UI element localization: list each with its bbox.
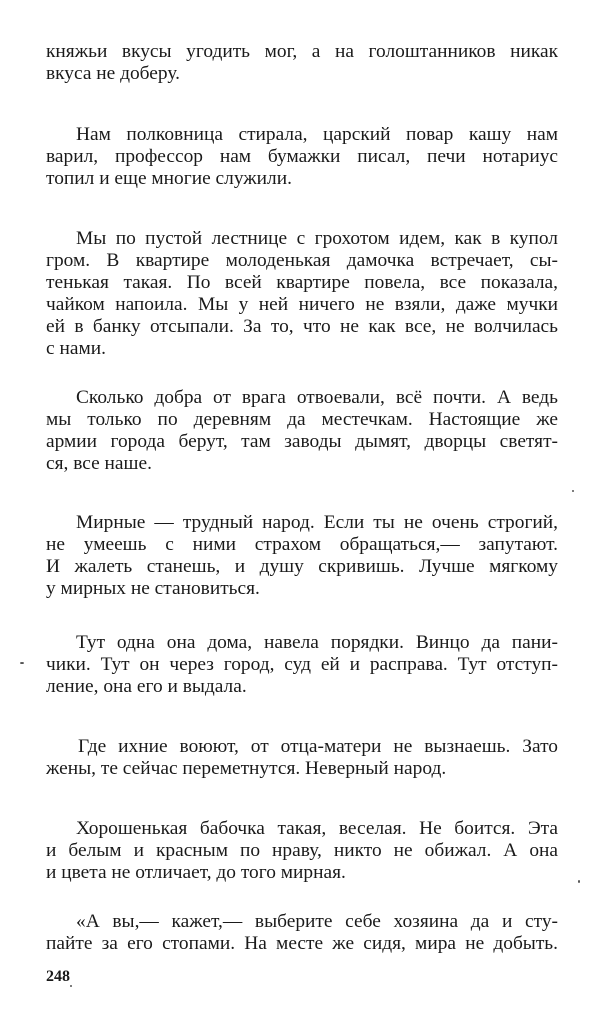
scan-speck [20,662,24,664]
paragraph-9 [76,911,558,933]
paragraph-1 [46,41,558,85]
scan-speck [70,985,72,987]
paragraph-9-cont [46,933,558,955]
text-line: армии города берут, там заводы дымят, дворцы светят- [46,431,558,452]
paragraph-5-cont [46,534,558,600]
text-line: княжьи вкусы угодить мог, а на голоштанников никак [46,41,558,62]
paragraph-2 [76,124,558,146]
paragraph-3 [76,228,558,250]
paragraph-6 [76,632,558,654]
text-line: и цвета не отличает, до того мирная. [46,862,346,883]
text-line: чики. Тут он через город, суд ей и расправа. Тут отступ- [46,654,558,675]
text-line: и белым и красным по нраву, никто не обижал. А она [46,840,558,861]
text-line: гром. В квартире молоденькая дамочка встречает, сы- [46,250,558,271]
text-line: тенькая такая. По всей квартире повела, все показала, [46,272,558,293]
paragraph-7-cont [46,758,558,780]
paragraph-8 [76,818,558,840]
scan-speck [578,880,580,883]
text-line: вкуса не доберу. [46,63,180,84]
scan-speck [572,490,574,492]
text-line: ся, все наше. [46,453,152,474]
text-line: Где ихние воюют, от отца-матери не вызнаешь. Зато [78,736,558,757]
text-line: И жалеть станешь, и душу скривишь. Лучше мягкому [46,556,558,577]
text-line: Мы по пустой лестнице с грохотом идем, как в купол [76,228,558,249]
text-line: пайте за его стопами. На месте же сидя, мира не добыть. [46,933,558,954]
text-line: у мирных не становиться. [46,578,260,599]
paragraph-3-cont [46,250,558,360]
text-line: «А вы,— кажет,— выберите себе хозяина да и сту- [76,911,558,932]
paragraph-5 [76,512,558,534]
paragraph-4 [76,387,558,409]
text-line: ление, она его и выдала. [46,676,247,697]
text-line: не умеешь с ними страхом обращаться,— запутают. [46,534,558,555]
text-line: Хорошенькая бабочка такая, веселая. Не боится. Эта [76,818,558,839]
text-line: ей в банку отсыпали. За то, что не как все, не волчилась [46,316,558,337]
text-line: чайком напоила. Мы у ней ничего не взяли, даже мучки [46,294,558,315]
text-line: жены, те сейчас переметнутся. Неверный народ. [46,758,447,779]
text-line: Сколько добра от врага отвоевали, всё почти. А ведь [76,387,558,408]
paragraph-6-cont [46,654,558,698]
page-number: 248 [46,968,70,985]
paragraph-2-cont [46,146,558,190]
paragraph-4-cont [46,409,558,475]
text-line: топил и еще многие служили. [46,168,292,189]
text-line: Тут одна она дома, навела порядки. Винцо да пани- [76,632,558,653]
paragraph-7 [78,736,558,758]
text-line: Нам полковница стирала, царский повар кашу нам [76,124,558,145]
text-line: с нами. [46,338,106,359]
text-line: мы только по деревням да местечкам. Настоящие же [46,409,558,430]
paragraph-8-cont [46,840,558,884]
text-line: варил, профессор нам бумажки писал, печи нотариус [46,146,558,167]
text-line: Мирные — трудный народ. Если ты не очень строгий, [76,512,558,533]
